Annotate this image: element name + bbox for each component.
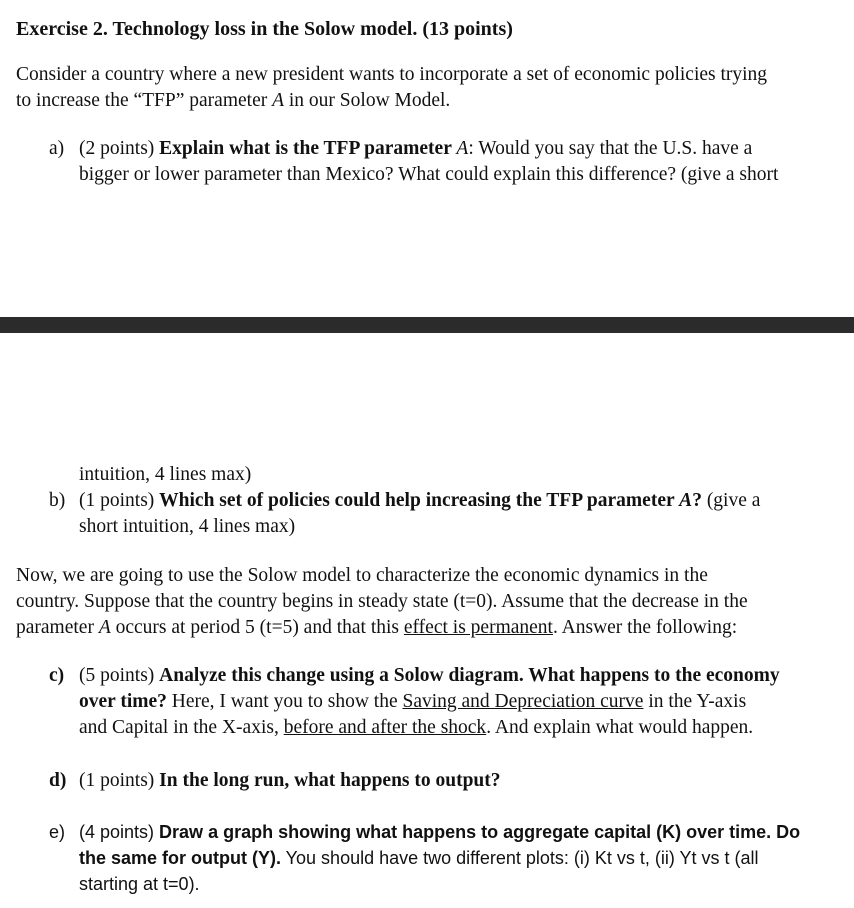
setup-line-2: country. Suppose that the country begins in steady state (t=0). Assume that the decrease in the bbox=[16, 591, 748, 612]
part-a-line-1: (2 points) Explain what is the TFP parameter A: Would you say that the U.S. have a bbox=[79, 138, 753, 159]
setup-line-3: parameter A occurs at period 5 (t=5) and that this effect is permanent. Answer the following: bbox=[16, 617, 738, 638]
part-a-label: a) bbox=[49, 138, 65, 159]
part-d-label: d) bbox=[49, 770, 67, 791]
part-b-label: b) bbox=[49, 490, 66, 511]
setup-line-1: Now, we are going to use the Solow model to characterize the economic dynamics in the bbox=[16, 565, 708, 586]
part-e-label: e) bbox=[49, 822, 66, 842]
intro-line-1: Consider a country where a new president wants to incorporate a set of economic policies trying bbox=[16, 64, 768, 85]
part-d-line-1: (1 points) In the long run, what happens to output? bbox=[79, 770, 501, 791]
part-e-line-2: the same for output (Y). You should have two different plots: (i) Kt vs t, (ii) Yt vs t (all bbox=[79, 848, 759, 868]
intro-line-2: to increase the “TFP” parameter A in our Solow Model. bbox=[16, 90, 451, 111]
part-c-line-3: and Capital in the X-axis, before and after the shock. And explain what would happen. bbox=[79, 717, 754, 738]
part-a-line-3: intuition, 4 lines max) bbox=[79, 464, 252, 485]
part-a-line-2: bigger or lower parameter than Mexico? What could explain this difference? (give a short bbox=[79, 164, 779, 185]
page-divider bbox=[0, 317, 854, 333]
part-b-line-2: short intuition, 4 lines max) bbox=[79, 516, 296, 537]
part-b-line-1: (1 points) Which set of policies could help increasing the TFP parameter A? (give a bbox=[79, 490, 761, 511]
part-e-line-1: (4 points) Draw a graph showing what happens to aggregate capital (K) over time. Do bbox=[79, 822, 801, 842]
part-c-label: c) bbox=[49, 665, 65, 686]
exercise-title: Exercise 2. Technology loss in the Solow model. (13 points) bbox=[16, 18, 513, 40]
part-c-line-1: (5 points) Analyze this change using a Solow diagram. What happens to the economy bbox=[79, 665, 780, 686]
part-c-line-2: over time? Here, I want you to show the Saving and Depreciation curve in the Y-axis bbox=[79, 691, 747, 712]
part-e-line-3: starting at t=0). bbox=[79, 874, 200, 894]
